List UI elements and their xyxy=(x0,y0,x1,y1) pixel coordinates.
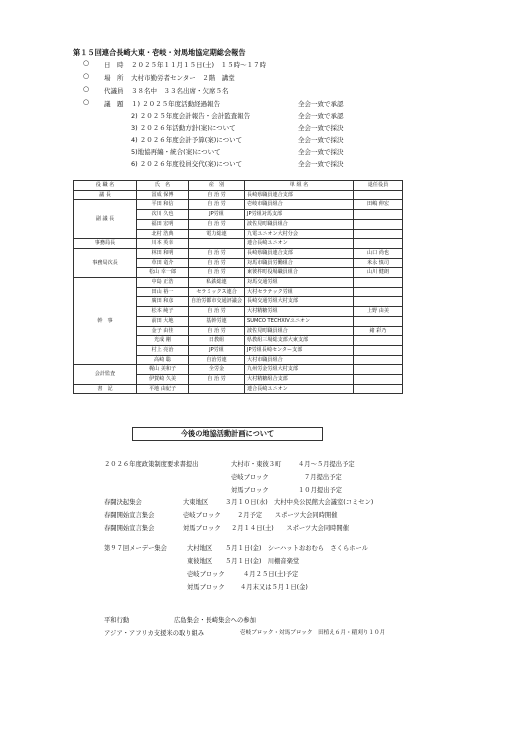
union-cell: 東彼杵町役場職員組合 xyxy=(245,268,354,278)
spring-detail: ３月１０日(水) 大村中央公民館大会議室(コミセン) xyxy=(225,499,374,506)
union-cell: SUMCO TECHXIVユニオン xyxy=(245,316,354,326)
name-cell: 松本 純子 xyxy=(137,307,189,317)
name-cell: 川本 英幸 xyxy=(137,239,189,249)
agenda-item: 5)地協再編・統合(案)について xyxy=(131,148,221,156)
column-header: 氏 名 xyxy=(137,181,189,191)
name-cell: 中島 正浩 xyxy=(137,278,189,288)
mayday-detail: ４月末又は５月１日(金) xyxy=(240,584,308,591)
agenda-result: 全会一致で承認 xyxy=(298,100,344,108)
name-cell: 伊賀崎 久美 xyxy=(137,375,189,385)
sanbetsu-cell: 電力総連 xyxy=(189,229,245,239)
name-cell: 梶山 美和子 xyxy=(137,365,189,375)
name-cell: 村上 亮治 xyxy=(137,345,189,355)
mayday-detail: ５月１日(金) シーハットおおむら さくらホール xyxy=(225,545,369,552)
retiring-cell: 緒 彩乃 xyxy=(354,326,403,336)
retiring-cell xyxy=(354,365,403,375)
spring-area: 壱岐ブロック xyxy=(183,512,221,519)
union-cell: 対馬交通労組 xyxy=(245,278,354,288)
mayday-area: 壱岐ブロック xyxy=(187,571,225,578)
mayday-area: 対馬ブロック xyxy=(187,584,225,591)
name-cell: 田山 裕一 xyxy=(137,287,189,297)
table-row xyxy=(74,190,403,200)
column-header: 産 別 xyxy=(189,181,245,191)
requests-area: 壱岐ブロック xyxy=(231,474,269,481)
bullet-marker: ○ xyxy=(83,98,90,106)
agenda-result: 全会一致で採決 xyxy=(298,136,344,144)
mayday-detail: ５月１日(金) 川棚音楽堂 xyxy=(225,558,300,565)
table-row xyxy=(74,200,403,210)
table-row xyxy=(74,239,403,249)
agenda-item: 4) ２０２６年度会計予算(案)について xyxy=(131,136,243,144)
sanbetsu-cell: 自 治 労 xyxy=(189,190,245,200)
sanbetsu-cell xyxy=(189,384,245,394)
sanbetsu-cell: 自 治 労 xyxy=(189,219,245,229)
name-cell: 平地 由紀子 xyxy=(137,384,189,394)
column-header: 役 職 名 xyxy=(74,181,137,191)
retiring-cell xyxy=(354,316,403,326)
rice-detail: 壱岐ブロック・対馬ブロック 田植え６月・稲刈り１０月 xyxy=(240,630,386,636)
table-row xyxy=(74,248,403,258)
requests-area: 対馬ブロック xyxy=(231,487,269,494)
name-cell: 前田 大地 xyxy=(137,316,189,326)
place-label: 場 所 xyxy=(104,74,124,82)
retiring-cell xyxy=(354,355,403,365)
union-cell: 大村精糖組合支部 xyxy=(245,375,354,385)
requests-when: １０月提出予定 xyxy=(298,487,343,494)
mayday-area: 東彼地区 xyxy=(187,558,213,565)
requests-area: 大村市・東彼３町 xyxy=(231,461,282,468)
bullet-marker: ○ xyxy=(83,72,90,80)
agenda-item: 2) ２０２５年度会計報告・会計監査報告 xyxy=(131,112,251,120)
union-cell: 連合長崎ユニオン xyxy=(245,239,354,249)
retiring-cell: 山口 尚也 xyxy=(354,248,403,258)
table-header-row xyxy=(74,181,403,191)
agenda-item: １) ２０２５年度活動経過報告 xyxy=(131,100,221,108)
union-cell: JP労組対馬支部 xyxy=(245,210,354,220)
name-cell: 草田 竜介 xyxy=(137,258,189,268)
retiring-cell xyxy=(354,239,403,249)
mayday-label: 第９７回メーデー集会 xyxy=(104,545,167,552)
sanbetsu-cell: JP労組 xyxy=(189,210,245,220)
table-row xyxy=(74,278,403,288)
date-label: 日 時 xyxy=(104,61,124,69)
union-cell: 長崎県職員連合支部 xyxy=(245,190,354,200)
requests-when: ７月提出予定 xyxy=(304,474,342,481)
column-header: 退任役員 xyxy=(354,181,403,191)
union-cell: 連合長崎ユニオン xyxy=(245,384,354,394)
union-cell: 大村セラテック労組 xyxy=(245,287,354,297)
peace-label: 平和行動 xyxy=(104,617,130,624)
union-cell: 九電ユニオン大村分会 xyxy=(245,229,354,239)
agenda-item: 3) ２０２６年活動方針(案)について xyxy=(131,124,236,132)
requests-when: ４月～５月提出予定 xyxy=(298,461,355,468)
retiring-cell: 上野 由美 xyxy=(354,307,403,317)
retiring-cell xyxy=(354,384,403,394)
name-cell: 平田 和信 xyxy=(137,200,189,210)
name-cell: 林田 和明 xyxy=(137,248,189,258)
spring-area: 大東地区 xyxy=(183,499,209,506)
retiring-cell xyxy=(354,345,403,355)
sanbetsu-cell: 全労金 xyxy=(189,365,245,375)
page-title: 第１５回連合長崎大東・壱岐・対馬地協定期総会報告 xyxy=(73,48,246,57)
bullet-marker: ○ xyxy=(83,59,90,67)
agenda-result: 全会一致で採決 xyxy=(298,148,344,156)
retiring-cell xyxy=(354,229,403,239)
agenda-item: 6) ２０２６年度役員交代(案)について xyxy=(131,160,243,168)
sanbetsu-cell xyxy=(189,239,245,249)
retiring-cell: 米永 慎司 xyxy=(354,258,403,268)
name-cell: 松山 幸一郎 xyxy=(137,268,189,278)
role-cell: 書 記 xyxy=(74,384,137,394)
retiring-cell xyxy=(354,287,403,297)
date-value: ２０２５年１１月１５日(土) １５時～１７時 xyxy=(131,61,267,69)
role-cell: 事務局次長 xyxy=(74,248,137,277)
spring-label: 春闘開始宣言集会 xyxy=(104,525,155,532)
name-cell: 高崎 聡 xyxy=(137,355,189,365)
sanbetsu-cell: 自 治 労 xyxy=(189,258,245,268)
union-cell: 大村精糖労組 xyxy=(245,307,354,317)
column-header: 単 組 名 xyxy=(245,181,354,191)
union-cell: 波佐見町職員組合 xyxy=(245,219,354,229)
name-cell: 金子 由佳 xyxy=(137,326,189,336)
union-cell: 長崎交通労組大村支部 xyxy=(245,297,354,307)
retiring-cell xyxy=(354,297,403,307)
spring-detail: ２月予定 スポーツ大会同時開催 xyxy=(237,512,338,519)
union-cell: 対馬市職員労働組合 xyxy=(245,258,354,268)
name-cell: 廣田 和彦 xyxy=(137,297,189,307)
name-cell: 北村 浩典 xyxy=(137,229,189,239)
retiring-cell xyxy=(354,219,403,229)
name-cell: 光成 剛 xyxy=(137,336,189,346)
agenda-label: 議 題 xyxy=(104,100,124,108)
spring-label: 春闘開始宣言集会 xyxy=(104,512,155,519)
retiring-cell: 山川 健朗 xyxy=(354,268,403,278)
sanbetsu-cell: 私鉄総連 xyxy=(189,278,245,288)
union-cell: 長崎県職員連合支部 xyxy=(245,248,354,258)
retiring-cell xyxy=(354,336,403,346)
sanbetsu-cell: 自 治 労 xyxy=(189,200,245,210)
sanbetsu-cell: JP労組 xyxy=(189,345,245,355)
union-cell: 大村市職員組合 xyxy=(245,355,354,365)
sanbetsu-cell: 自 治 労 xyxy=(189,268,245,278)
requests-label: ２０２６年度政策制度要求書提出 xyxy=(104,461,199,468)
retiring-cell xyxy=(354,210,403,220)
sanbetsu-cell: セラミックス連合 xyxy=(189,287,245,297)
retiring-cell xyxy=(354,278,403,288)
place-value: 大村市勤労者センター ２階 講堂 xyxy=(131,74,235,82)
spring-label: 春闘決起集会 xyxy=(104,499,142,506)
union-cell: 壱岐市職員組合 xyxy=(245,200,354,210)
rice-label: アジア・アフリカ支援米の取り組み xyxy=(104,630,205,637)
table-row xyxy=(74,384,403,394)
delegates-value: ３８名中 ３３名出席・欠席５名 xyxy=(131,87,229,95)
retiring-cell xyxy=(354,190,403,200)
spring-area: 対馬ブロック xyxy=(183,525,221,532)
role-cell: 副 議 長 xyxy=(74,200,137,239)
agenda-result: 全会一致で承認 xyxy=(298,112,344,120)
role-cell: 会計監査 xyxy=(74,365,137,384)
bullet-marker: ○ xyxy=(83,85,90,93)
role-cell: 事務局長 xyxy=(74,239,137,249)
sanbetsu-cell: 自 治 労 xyxy=(189,326,245,336)
sanbetsu-cell: 基幹労連 xyxy=(189,316,245,326)
sanbetsu-cell: 日教組 xyxy=(189,336,245,346)
retiring-cell xyxy=(354,375,403,385)
section-heading: 今後の地協活動計画について xyxy=(132,427,323,441)
sanbetsu-cell: 自 治 労 xyxy=(189,248,245,258)
table-row xyxy=(74,365,403,375)
union-cell: JP労組長崎センター支部 xyxy=(245,345,354,355)
retiring-cell: 田嶋 伸宏 xyxy=(354,200,403,210)
union-cell: 県教組三場総支部大東支部 xyxy=(245,336,354,346)
mayday-area: 大村地区 xyxy=(187,545,213,552)
spring-detail: ２月１４日(土) スポーツ大会同時開催 xyxy=(231,525,350,532)
role-cell: 幹 事 xyxy=(74,278,137,365)
agenda-result: 全会一致で採決 xyxy=(298,160,344,168)
sanbetsu-cell: 自 治 労 xyxy=(189,375,245,385)
name-cell: 福田 宏明 xyxy=(137,219,189,229)
peace-detail: 広島集会・長崎集会への参加 xyxy=(174,617,256,624)
name-cell: 次川 久也 xyxy=(137,210,189,220)
union-cell: 九州労金労組大村支部 xyxy=(245,365,354,375)
delegates-label: 代議員 xyxy=(104,87,124,95)
sanbetsu-cell: 自治労都市交通評議会 xyxy=(189,297,245,307)
agenda-result: 全会一致で採決 xyxy=(298,124,344,132)
union-cell: 波佐見町職員組合 xyxy=(245,326,354,336)
name-cell: 冨成 保博 xyxy=(137,190,189,200)
mayday-detail: ４月２５日(土)予定 xyxy=(243,571,299,578)
officers-table xyxy=(73,180,403,394)
sanbetsu-cell: 自治労連 xyxy=(189,355,245,365)
role-cell: 議 長 xyxy=(74,190,137,200)
sanbetsu-cell: 自 治 労 xyxy=(189,307,245,317)
